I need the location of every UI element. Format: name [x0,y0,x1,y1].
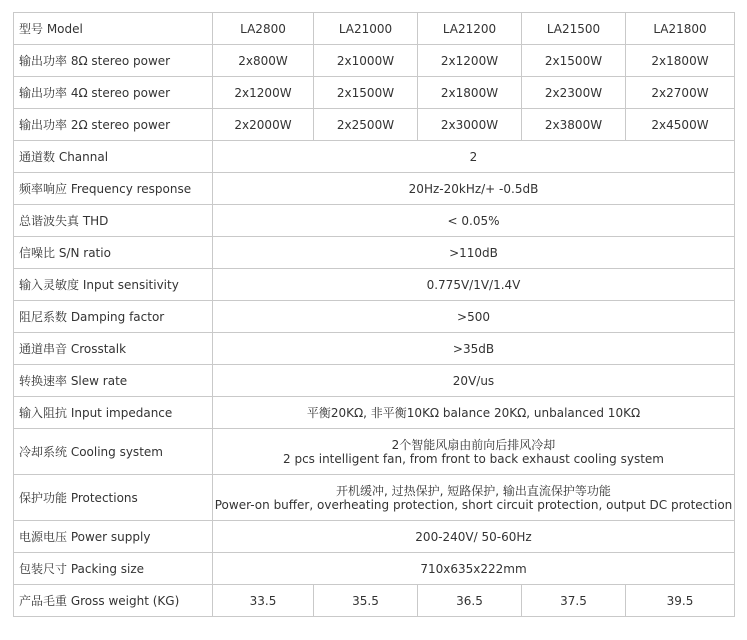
row-label: 通道串音 Crosstalk [14,333,213,365]
row-label: 频率响应 Frequency response [14,173,213,205]
power-cell: 2x3800W [522,109,626,141]
weight-row [14,585,735,617]
row-label: 输出功率 4Ω stereo power [14,77,213,109]
spec-row [14,205,735,237]
power-cell: 2x3000W [418,109,522,141]
row-label: 冷却系统 Cooling system [14,429,213,475]
weight-cell: 37.5 [522,585,626,617]
power-cell: 2x2000W [213,109,314,141]
model-cell: LA21800 [626,13,735,45]
row-label: 输入灵敏度 Input sensitivity [14,269,213,301]
model-cell: LA21000 [314,13,418,45]
power-row [14,109,735,141]
power-cell: 2x1800W [626,45,735,77]
cooling-line-en: 2 pcs intelligent fan, from front to back exhaust cooling system [283,451,664,466]
power-row [14,45,735,77]
cooling-row [14,429,735,475]
spec-row [14,237,735,269]
protections-row [14,475,735,521]
row-label: 信噪比 S/N ratio [14,237,213,269]
row-label: 阻尼系数 Damping factor [14,301,213,333]
power-cell: 2x1200W [418,45,522,77]
protections-value [213,475,735,521]
power-cell: 2x1500W [522,45,626,77]
spec-value: 20V/us [213,365,735,397]
spec-value: >35dB [213,333,735,365]
cooling-value [213,429,735,475]
row-label: 总谐波失真 THD [14,205,213,237]
power-cell: 2x1000W [314,45,418,77]
model-cell: LA2800 [213,13,314,45]
row-label: 输出功率 8Ω stereo power [14,45,213,77]
model-label: 型号 Model [14,13,213,45]
model-row [14,13,735,45]
spec-value: >500 [213,301,735,333]
spec-row [14,553,735,585]
spec-value: >110dB [213,237,735,269]
spec-row [14,173,735,205]
spec-value: 20Hz-20kHz/+ -0.5dB [213,173,735,205]
power-cell: 2x4500W [626,109,735,141]
spec-row [14,397,735,429]
row-label: 电源电压 Power supply [14,521,213,553]
spec-row [14,333,735,365]
model-cell: LA21200 [418,13,522,45]
power-cell: 2x2500W [314,109,418,141]
protections-line-cn: 开机缓冲, 过热保护, 短路保护, 输出直流保护等功能 [336,483,611,498]
row-label: 通道数 Channal [14,141,213,173]
power-cell: 2x2700W [626,77,735,109]
spec-row [14,521,735,553]
row-label: 转换速率 Slew rate [14,365,213,397]
weight-cell: 35.5 [314,585,418,617]
power-cell: 2x1500W [314,77,418,109]
spec-row [14,269,735,301]
weight-cell: 39.5 [626,585,735,617]
row-label: 输入阻抗 Input impedance [14,397,213,429]
row-label: 输出功率 2Ω stereo power [14,109,213,141]
power-cell: 2x1800W [418,77,522,109]
row-label: 保护功能 Protections [14,475,213,521]
spec-value: 0.775V/1V/1.4V [213,269,735,301]
protections-line-en: Power-on buffer, overheating protection, short circuit protection, output DC protection [214,497,733,512]
spec-row [14,365,735,397]
spec-value: < 0.05% [213,205,735,237]
spec-value: 710x635x222mm [213,553,735,585]
spec-row [14,141,735,173]
spec-table [13,12,735,617]
cooling-line-cn: 2个智能风扇由前向后排风冷却 [391,437,556,452]
spec-value: 200-240V/ 50-60Hz [213,521,735,553]
weight-cell: 33.5 [213,585,314,617]
model-cell: LA21500 [522,13,626,45]
power-cell: 2x1200W [213,77,314,109]
row-label: 产品毛重 Gross weight (KG) [14,585,213,617]
spec-value: 平衡20KΩ, 非平衡10KΩ balance 20KΩ, unbalanced 10KΩ [213,397,735,429]
spec-row [14,301,735,333]
power-cell: 2x2300W [522,77,626,109]
row-label: 包装尺寸 Packing size [14,553,213,585]
spec-value: 2 [213,141,735,173]
weight-cell: 36.5 [418,585,522,617]
power-cell: 2x800W [213,45,314,77]
power-row [14,77,735,109]
